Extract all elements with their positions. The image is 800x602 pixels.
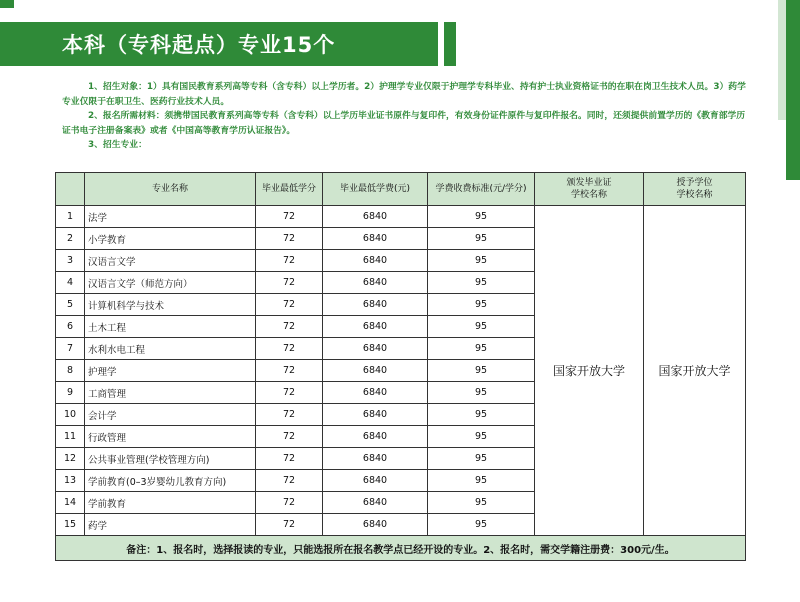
row-rate: 95 [428, 272, 535, 294]
col-major-name: 专业名称 [85, 173, 256, 206]
row-fee: 6840 [323, 316, 428, 338]
row-major-name: 计算机科学与技术 [85, 294, 256, 316]
row-credits: 72 [256, 404, 323, 426]
row-credits: 72 [256, 360, 323, 382]
col-degree-school-line2: 学校名称 [676, 190, 713, 200]
row-credits: 72 [256, 492, 323, 514]
table-row [56, 206, 746, 228]
row-major-name: 法学 [85, 206, 256, 228]
row-credits: 72 [256, 426, 323, 448]
degree-school-value: 国家开放大学 [644, 206, 746, 536]
row-rate: 95 [428, 206, 535, 228]
row-major-name: 学前教育 [85, 492, 256, 514]
col-fee-rate: 学费收费标准(元/学分) [428, 173, 535, 206]
row-credits: 72 [256, 294, 323, 316]
col-num [56, 173, 85, 206]
row-fee: 6840 [323, 294, 428, 316]
col-min-credits: 毕业最低学分 [256, 173, 323, 206]
row-num: 15 [56, 514, 85, 536]
row-credits: 72 [256, 228, 323, 250]
row-num: 11 [56, 426, 85, 448]
row-credits: 72 [256, 448, 323, 470]
row-credits: 72 [256, 382, 323, 404]
row-fee: 6840 [323, 272, 428, 294]
col-diploma-school-line1: 颁发毕业证 [566, 178, 612, 188]
row-credits: 72 [256, 316, 323, 338]
row-fee: 6840 [323, 338, 428, 360]
edge-decoration [786, 0, 800, 180]
row-num: 8 [56, 360, 85, 382]
intro-enrollment-target: 1、招生对象：1）具有国民教育系列高等专科（含专科）以上学历者。2）护理学专业仅限于护理学专科毕业、持有护士执业资格证书的在职在岗卫生技术人员。3）药学专业仅限于在职卫生、医药行业技术人员。 [62, 82, 746, 107]
row-num: 7 [56, 338, 85, 360]
row-major-name: 汉语言文学 [85, 250, 256, 272]
banner-stripe [444, 22, 456, 66]
page-title: 本科（专科起点）专业15个 [62, 33, 336, 57]
row-rate: 95 [428, 492, 535, 514]
row-credits: 72 [256, 250, 323, 272]
row-major-name: 学前教育(0–3岁婴幼儿教育方向) [85, 470, 256, 492]
table-note: 备注：1、报名时，选择报读的专业，只能选报所在报名教学点已经开设的专业。2、报名时，需交学籍注册费：300元/生。 [56, 536, 746, 561]
table-note-row [56, 536, 746, 561]
row-major-name: 行政管理 [85, 426, 256, 448]
row-major-name: 水利水电工程 [85, 338, 256, 360]
row-major-name: 护理学 [85, 360, 256, 382]
col-diploma-school [535, 173, 644, 206]
row-credits: 72 [256, 470, 323, 492]
intro-text [62, 80, 752, 153]
row-fee: 6840 [323, 228, 428, 250]
row-rate: 95 [428, 514, 535, 536]
row-fee: 6840 [323, 250, 428, 272]
row-fee: 6840 [323, 382, 428, 404]
row-major-name: 药学 [85, 514, 256, 536]
row-rate: 95 [428, 250, 535, 272]
row-rate: 95 [428, 338, 535, 360]
row-num: 4 [56, 272, 85, 294]
col-diploma-school-line2: 学校名称 [570, 190, 607, 200]
col-degree-school-line1: 授予学位 [676, 178, 713, 188]
intro-required-materials: 2、报名所需材料：须携带国民教育系列高等专科（含专科）以上学历毕业证书原件与复印件，有效身份证件原件与复印件报名。同时，还须提供前置学历的《教育部学历证书电子注册备案表》或者《中国高等教育学历认证报告》。 [62, 111, 746, 136]
row-major-name: 公共事业管理(学校管理方向) [85, 448, 256, 470]
row-num: 12 [56, 448, 85, 470]
table-header-row [56, 173, 746, 206]
col-degree-school [644, 173, 746, 206]
row-rate: 95 [428, 228, 535, 250]
row-credits: 72 [256, 338, 323, 360]
row-rate: 95 [428, 426, 535, 448]
row-rate: 95 [428, 448, 535, 470]
row-major-name: 小学教育 [85, 228, 256, 250]
row-rate: 95 [428, 294, 535, 316]
row-fee: 6840 [323, 360, 428, 382]
row-rate: 95 [428, 316, 535, 338]
row-credits: 72 [256, 206, 323, 228]
row-fee: 6840 [323, 492, 428, 514]
row-rate: 95 [428, 382, 535, 404]
row-fee: 6840 [323, 404, 428, 426]
row-num: 14 [56, 492, 85, 514]
row-credits: 72 [256, 272, 323, 294]
row-fee: 6840 [323, 206, 428, 228]
majors-table [55, 172, 746, 561]
row-fee: 6840 [323, 514, 428, 536]
row-num: 13 [56, 470, 85, 492]
row-num: 9 [56, 382, 85, 404]
corner-decoration [0, 0, 14, 8]
row-fee: 6840 [323, 470, 428, 492]
row-num: 1 [56, 206, 85, 228]
col-min-fee: 毕业最低学费(元) [323, 173, 428, 206]
row-major-name: 汉语言文学（师范方向） [85, 272, 256, 294]
row-num: 6 [56, 316, 85, 338]
diploma-school-value: 国家开放大学 [535, 206, 644, 536]
row-rate: 95 [428, 404, 535, 426]
row-credits: 72 [256, 514, 323, 536]
row-num: 3 [56, 250, 85, 272]
row-fee: 6840 [323, 448, 428, 470]
row-major-name: 土木工程 [85, 316, 256, 338]
edge-decoration-light [778, 0, 786, 120]
row-fee: 6840 [323, 426, 428, 448]
row-rate: 95 [428, 360, 535, 382]
row-major-name: 工商管理 [85, 382, 256, 404]
row-num: 10 [56, 404, 85, 426]
intro-majors-heading: 3、招生专业： [88, 140, 147, 150]
row-major-name: 会计学 [85, 404, 256, 426]
row-num: 2 [56, 228, 85, 250]
row-num: 5 [56, 294, 85, 316]
row-rate: 95 [428, 470, 535, 492]
